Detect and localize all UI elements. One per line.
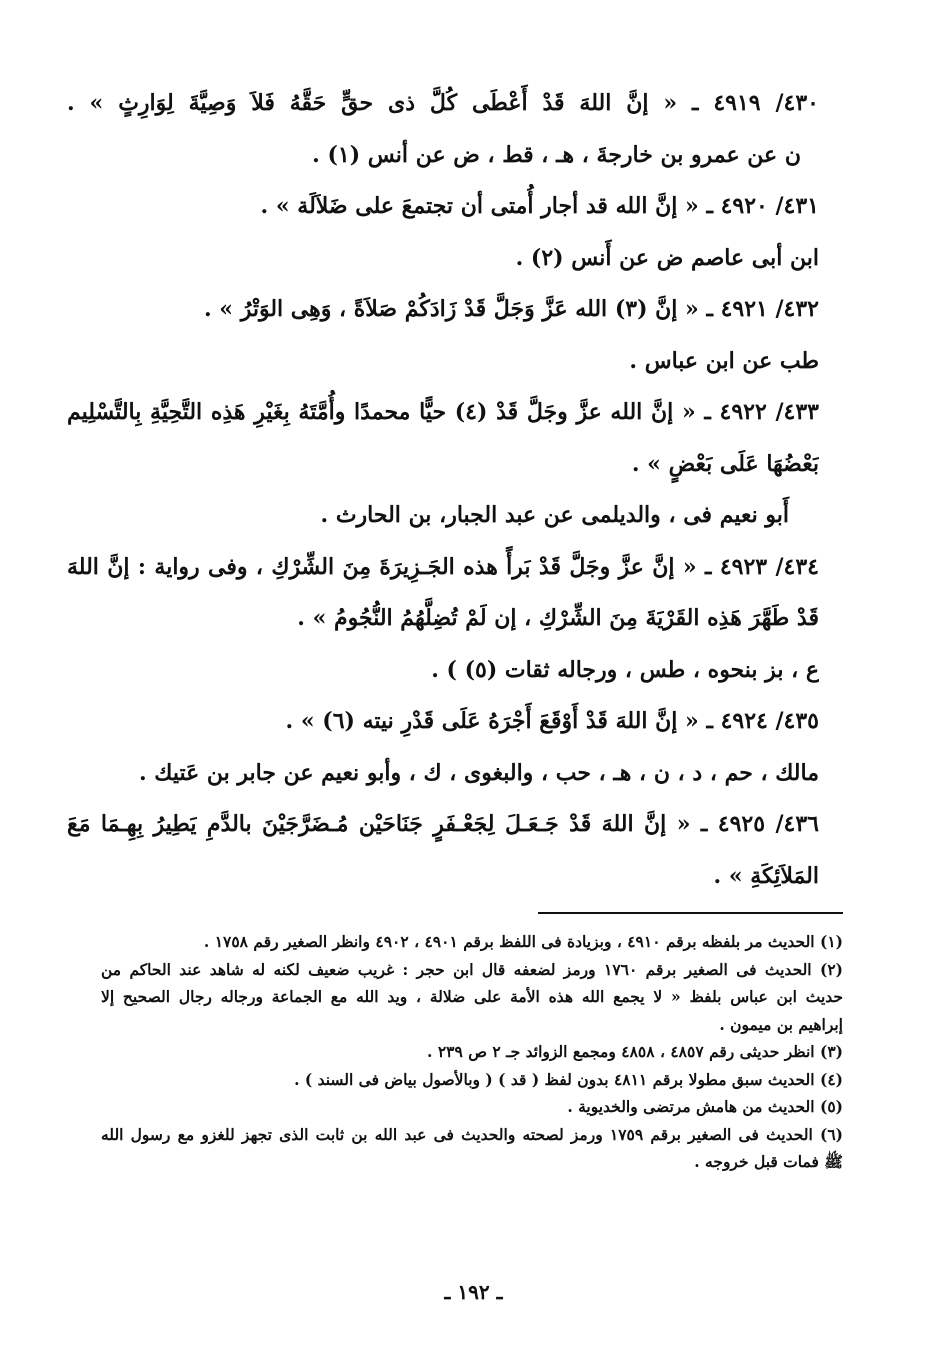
hadith-434-line-1: ٤٣٤/ ٤٩٢٣ ـ « إنَّ عزَّ وجَلَّ قَدْ بَرأً هذه الجَـزِيرَةَ مِنَ الشِّرْكِ ، وفى رواية : إنَّ اللهَ [67,553,819,580]
footnote-3: (٣) انظر حديثى رقم ٤٨٥٧ ، ٤٨٥٨ ومجمع الزوائد جـ ٢ ص ٢٣٩ . [427,1042,843,1061]
hadith-435-source: مالك ، حم ، د ، ن ، هـ ، حب ، والبغوى ، ك ، وأبو نعيم عن جابر بن عَتيك . [138,759,819,786]
footnote-4: (٤) الحديث سبق مطولا برقم ٤٨١١ بدون لفظ ( قد ) ( وبالأصول بياض فى السند ) . [294,1069,843,1089]
hadith-434-line-2: قَدْ طَهَّرَ هَذِه القَرْيَةَ مِنَ الشِّرْكِ ، إن لَمْ تُضِلَّهُمُ النُّجُومُ » . [297,605,819,631]
footnote-2-line-3: إبراهيم بن ميمون . [719,1014,843,1034]
hadith-431-source: ٤٣٢/ ٤٩٢١ ـ « إنَّ (٣) الله عَزَّ وَجَلَّ قَدْ زَادَكُمْ صَلاَةً ، وَهِى الوَتْرُ » . [203,296,819,322]
footnotes [101,928,843,1176]
hadith-434-source: ع ، بز بنحوه ، طس ، ورجاله ثقات (٥) ) . [431,656,819,683]
footnote-2-line-2: حديث ابن عباس بلفظ « لا يجمع الله هذه الأمة على ضلالة ، ويد الله مع الجماعة ورجاله رجال الصحيح إلا [101,987,843,1006]
footnote-divider [538,912,843,914]
hadith-text-body [67,78,819,902]
hadith-435-line-1: ٤٣٥/ ٤٩٢٤ ـ « إنَّ اللهَ قَدْ أَوْقَعَ أَجْرَهُ عَلَى قَدْرِ نيته (٦) » . [285,708,819,734]
hadith-430-line-2: ن عن عمرو بن خارجةَ ، هـ ، قط ، ض عن أنس (١) . [312,141,801,168]
footnote-6-line-1: (٦) الحديث فى الصغير برقم ١٧٥٩ ورمز لصحته والحديث فى عبد الله بن ثابت الذى تجهز للغزو مع رسول الله [101,1124,843,1144]
hadith-430-source: ٤٣١/ ٤٩٢٠ ـ « إنَّ الله قد أجار أُمتى أن تجتمعَ على ضَلاَلَة » . [260,193,819,219]
hadith-436-line-2: المَلاَئِكَةِ » . [713,862,819,889]
hadith-433-line-2: بَعْضُهَا عَلَى بَعْضٍ » . [631,450,819,477]
hadith-432-line-1: طب عن ابن عباس . [629,347,819,374]
hadith-433-line-1: ٤٣٣/ ٤٩٢٢ ـ « إنَّ الله عزَّ وجَلَّ قَدْ (٤) حيًّا محمدًا وأُمَّتَهُ بِغَيْرِ هَذِه التَّحِيَّةِ بِالتَّسْلِيم [67,399,819,425]
hadith-431-line-1: ابن أبى عاصم ض عن أَنس (٢) . [515,244,819,271]
footnote-1: (١) الحديث مر بلفظه برقم ٤٩١٠ ، وبزيادة فى اللفظ برقم ٤٩٠١ ، ٤٩٠٢ وانظر الصغير رقم ١٧٥٨ . [203,932,843,951]
footnote-5: (٥) الحديث من هامش مرتضى والخديوية . [567,1097,843,1116]
hadith-436-line-1: ٤٣٦/ ٤٩٢٥ ـ « إنَّ اللهَ قَدْ جَـعَـلَ لِجَعْـفَرٍ جَنَاحَيْن مُـضَرَّجَيْنَ بالدَّمِ يَطِيرُ بِهِـمَا مَعَ [67,811,819,837]
hadith-430-line-1: ٤٣٠/ ٤٩١٩ ـ « إنَّ اللهَ قَدْ أَعْطَى كُلَّ ذى حقٍّ حَقَّهُ فَلاَ وَصِيَّةَ لِوَارِثٍ » . [67,90,819,116]
footnote-2-line-1: (٢) الحديث فى الصغير برقم ١٧٦٠ ورمز لضعفه قال ابن حجر : غريب ضعيف لكنه له شاهد عند الحاكم من [101,959,843,979]
page-number: ـ ١٩٢ ـ [444,1280,503,1304]
footnote-6-line-2: ﷺ فمات قبل خروجه . [694,1152,843,1171]
hadith-433-source: أَبو نعيم فى ، والديلمى عن عبد الجبار، بن الحارث . [320,502,789,528]
